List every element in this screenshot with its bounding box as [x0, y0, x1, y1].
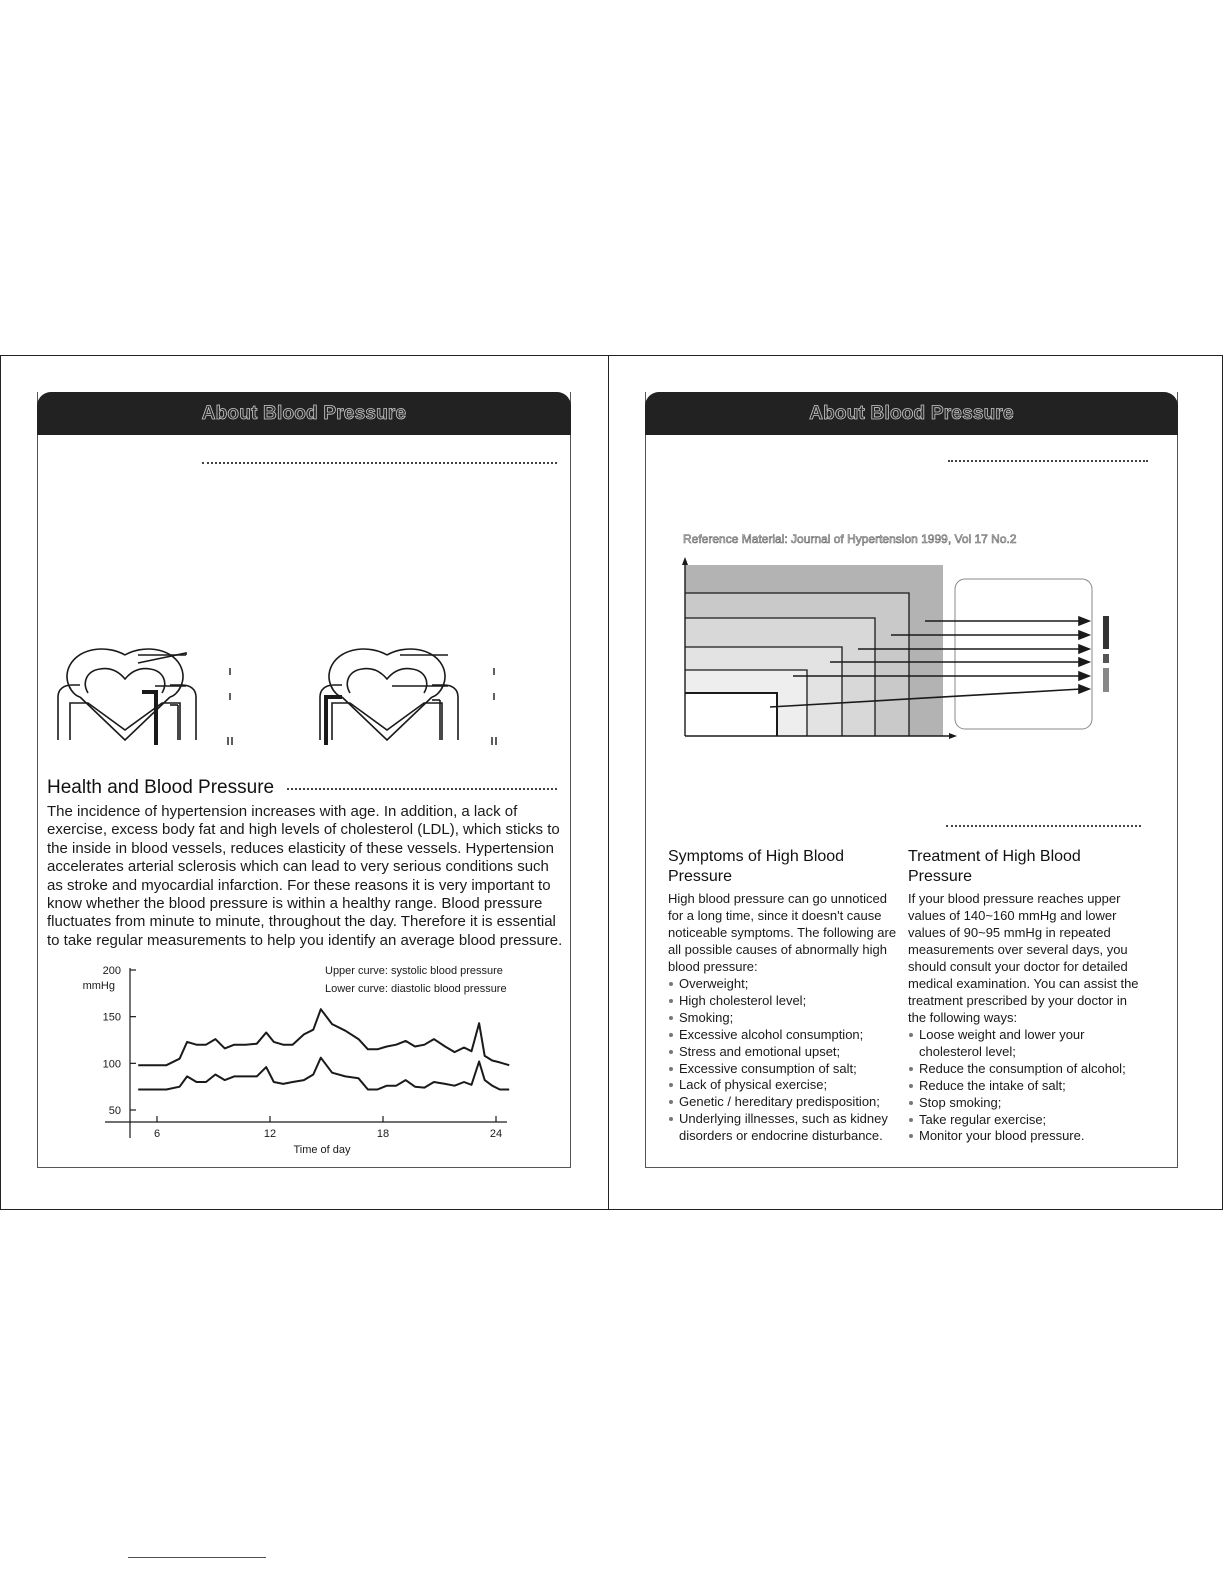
list-item: Reduce the consumption of alcohol;: [908, 1061, 1146, 1078]
heart-flow-arrow-right: [326, 697, 342, 745]
left-banner-title: About Blood Pressure: [201, 402, 407, 424]
heart-icon-right: [320, 649, 458, 740]
x-tick-label: 6: [153, 1128, 161, 1140]
list-item: Overweight;: [668, 976, 904, 993]
list-item: Reduce the intake of salt;: [908, 1078, 1146, 1095]
right-banner-title: About Blood Pressure: [809, 402, 1014, 424]
list-item: Excessive alcohol consumption;: [668, 1027, 904, 1044]
y-tick-label: 50: [108, 1105, 121, 1117]
bp-legend-systolic: Upper curve: systolic blood pressure: [325, 965, 503, 977]
classification-zone-0: [685, 693, 777, 736]
list-item: Smoking;: [668, 1010, 904, 1027]
y-tick-label: 150: [102, 1011, 121, 1024]
page-divider: [608, 355, 609, 1210]
systolic-series-line: [138, 1009, 509, 1065]
y-tick-label: 200: [102, 965, 121, 977]
heart-icon-left: [58, 649, 196, 740]
right-second-heading-rule: [946, 825, 1141, 827]
left-banner: [37, 392, 571, 435]
symptoms-list: [668, 976, 904, 1145]
x-tick-label: 24: [489, 1128, 503, 1140]
symptoms-title: Symptoms of High Blood Pressure: [668, 848, 845, 885]
level-bar-2: [1103, 654, 1109, 663]
bp-chart-xlabel: Time of day: [293, 1144, 351, 1156]
list-item: Stress and emotional upset;: [668, 1044, 904, 1061]
health-section-rule: [287, 788, 557, 790]
list-item: High cholesterol level;: [668, 993, 904, 1010]
health-paragraph: The incidence of hypertension increases with age. In addition, a lack of exercise, excess body fat and high levels of cholesterol (LDL), which sticks to the inside in blood vessels, reduces elasticity of these vessels. Hypertension accelerates arterial sclerosis which can lead to very serious conditions such as stroke and myocardial infarction. For these reasons it is very important to know whether the blood pressure is within a healthy range. Blood pressure fluctuates from minute to minute, throughout the day. Therefore it is essential to take regular measurements to help you identify an average blood pressure.: [47, 803, 563, 949]
bp-classification-diagram: [675, 555, 1125, 745]
health-section-title: Health and Blood Pressure: [47, 777, 275, 798]
bp-chart: [75, 960, 525, 1160]
right-banner: [645, 392, 1178, 435]
list-item: Underlying illnesses, such as kidney disorders or endocrine disturbance.: [668, 1111, 904, 1145]
list-item: Excessive consumption of salt;: [668, 1061, 904, 1078]
left-top-heading-rule: [202, 462, 557, 464]
classification-legend-box: [955, 579, 1092, 729]
treatment-intro: If your blood pressure reaches upper values of 140~160 mmHg and lower values of 90~95 mmHg in repeated measurements over several days, you should consult your doctor for detailed medical examination. You can assist the treatment prescribed by your doctor in the following ways:: [908, 891, 1139, 1025]
footer-link-underline[interactable]: [128, 1557, 266, 1558]
treatment-list: [908, 1027, 1146, 1145]
bp-legend-diastolic: Lower curve: diastolic blood pressure: [325, 983, 507, 995]
level-bar-1: [1103, 616, 1109, 649]
level-bar-3: [1103, 668, 1109, 692]
x-tick-label: 18: [376, 1128, 390, 1140]
bp-chart-ylabel: mmHg: [82, 980, 115, 992]
list-item: Lack of physical exercise;: [668, 1077, 904, 1094]
x-axis-arrowhead: [949, 733, 957, 739]
list-item: Monitor your blood pressure.: [908, 1128, 1146, 1145]
list-item: Take regular exercise;: [908, 1112, 1146, 1129]
treatment-title: Treatment of High Blood Pressure: [908, 848, 1081, 885]
y-axis-arrowhead: [682, 557, 688, 565]
heart-diagram: [50, 645, 520, 750]
list-item: Stop smoking;: [908, 1095, 1146, 1112]
list-item: Loose weight and lower your cholesterol level;: [908, 1027, 1146, 1061]
symptoms-intro: High blood pressure can go unnoticed for a long time, since it doesn't cause noticeable symptoms. The following are all possible causes of abnormally high blood pressure:: [668, 891, 897, 974]
x-tick-label: 12: [263, 1128, 277, 1140]
right-top-heading-rule: [948, 460, 1148, 462]
diastolic-series-line: [138, 1058, 509, 1090]
list-item: Genetic / hereditary predisposition;: [668, 1094, 904, 1111]
y-tick-label: 100: [102, 1058, 121, 1071]
reference-note: Reference Material: Journal of Hypertension 1999, Vol 17 No.2: [683, 532, 1017, 546]
heart-flow-arrow-left: [142, 692, 156, 745]
